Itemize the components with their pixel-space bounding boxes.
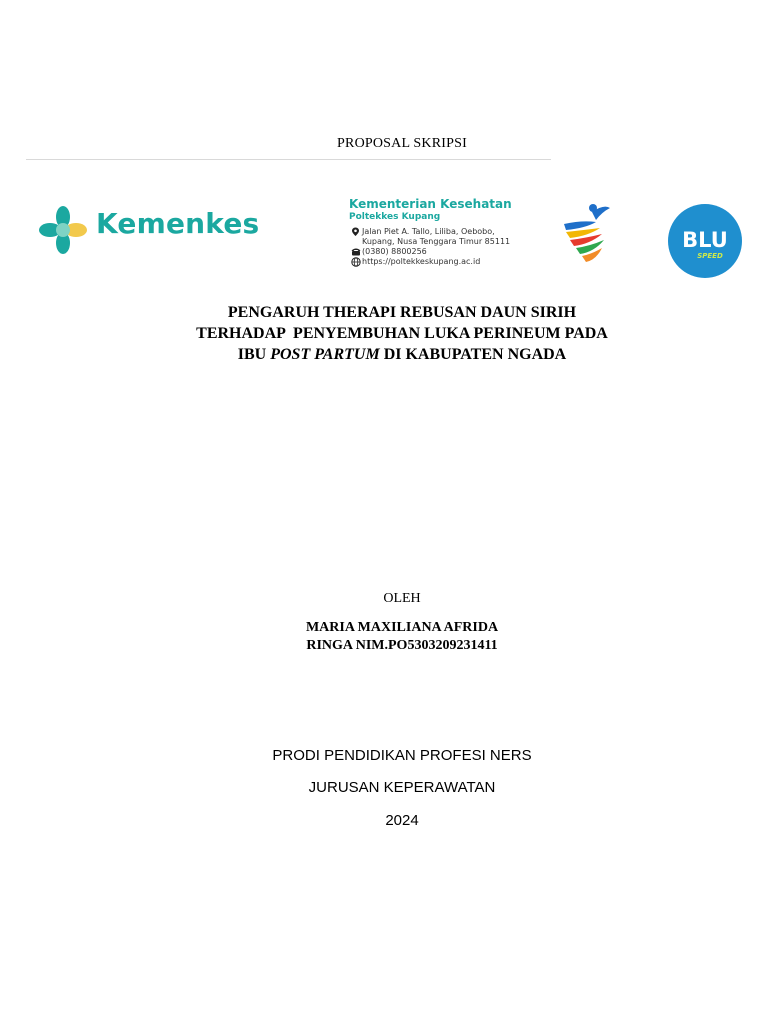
title-line-3-italic: POST PARTUM [270, 346, 380, 363]
ministry-info [349, 197, 549, 267]
contact-website-text: https://poltekkeskupang.ac.id [362, 257, 481, 266]
ministry-subtitle: Poltekkes Kupang [349, 212, 441, 222]
contact-address [349, 227, 549, 247]
author-id: RINGA NIM.PO5303209231411 [306, 638, 498, 653]
globe-icon [349, 257, 362, 267]
program-name: PRODI PENDIDIKAN PROFESI NERS [272, 747, 532, 764]
phone-icon [349, 247, 362, 256]
contact-address-text: Jalan Piet A. Tallo, Liliba, Oebobo, Kupang, Nusa Tenggara Timur 85111 [362, 227, 511, 246]
document-header-label: PROPOSAL SKRIPSI [337, 136, 467, 151]
location-pin-icon [349, 227, 362, 237]
poltekkes-emblem [558, 202, 618, 268]
title-line-1: PENGARUH THERAPI REBUSAN DAUN SIRIH [227, 304, 577, 321]
kemenkes-wordmark: Kemenkes [96, 207, 260, 240]
kemenkes-logo [38, 205, 278, 255]
title-line-3 [0, 344, 768, 365]
title-line-2: TERHADAP PENYEMBUHAN LUKA PERINEUM PADA [196, 325, 608, 342]
by-label: OLEH [383, 591, 421, 606]
contact-phone [349, 247, 549, 257]
department-name: JURUSAN KEPERAWATAN [308, 779, 496, 796]
title-line-3-suffix: DI KABUPATEN NGADA [379, 346, 567, 363]
header-divider [26, 159, 551, 160]
contact-website [349, 257, 549, 267]
blu-text: BLU [682, 228, 728, 252]
blu-tagline: SPEED [697, 252, 723, 260]
contact-phone-text: (0380) 8800256 [362, 247, 427, 256]
ministry-title: Kementerian Kesehatan [349, 197, 512, 211]
document-year: 2024 [385, 812, 419, 829]
emblem-icon [558, 202, 618, 268]
blu-speed-logo [666, 204, 744, 278]
kemenkes-cross-icon [38, 205, 88, 255]
author-name: MARIA MAXILIANA AFRIDA [305, 620, 499, 635]
title-line-3-prefix: IBU [237, 346, 271, 363]
thesis-title [0, 302, 768, 365]
author-block [0, 619, 768, 655]
